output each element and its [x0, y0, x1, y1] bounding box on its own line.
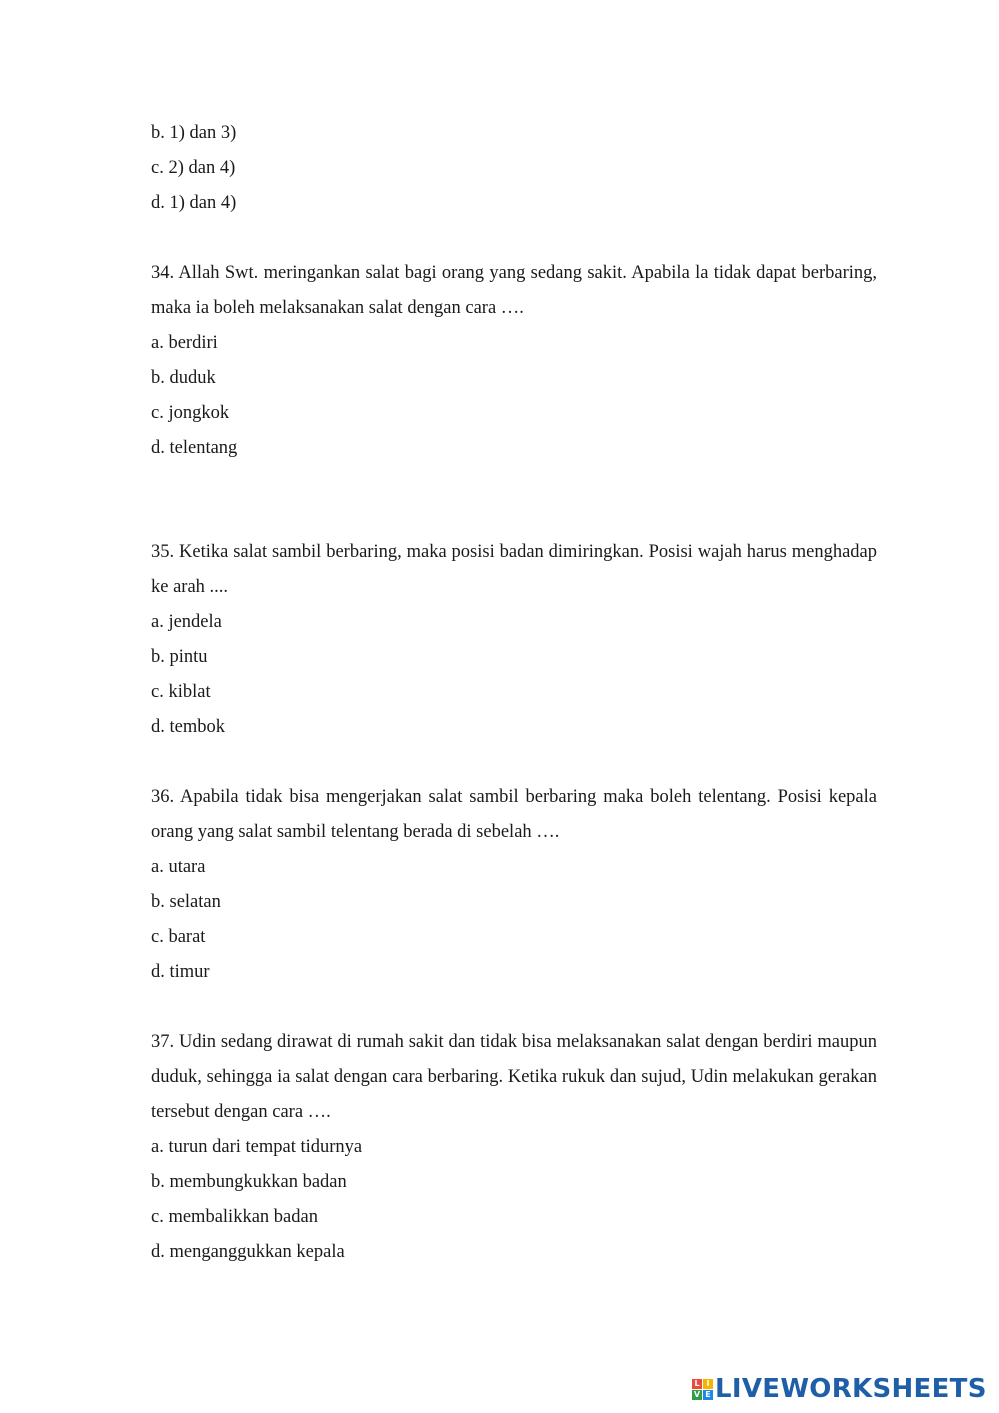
liveworksheets-logo-icon — [692, 1379, 713, 1400]
option-33-c[interactable]: c. 2) dan 4) — [151, 158, 236, 178]
question-37-text: 37. Udin sedang dirawat di rumah sakit dan tidak bisa melaksanakan salat dengan berdiri maupun duduk, sehingga ia salat dengan cara berbaring. Ketika rukuk dan sujud, Udin melakukan gerakan tersebut dengan cara …. — [151, 1032, 877, 1122]
option-36-d[interactable]: d. timur — [151, 962, 210, 982]
option-37-c[interactable]: c. membalikkan badan — [151, 1207, 318, 1227]
option-34-d[interactable]: d. telentang — [151, 438, 238, 458]
question-35 — [151, 535, 877, 745]
option-36-a[interactable]: a. utara — [151, 857, 206, 877]
spacer — [151, 466, 877, 535]
option-37-a[interactable]: a. turun dari tempat tidurnya — [151, 1137, 363, 1157]
question-36-text: 36. Apabila tidak bisa mengerjakan salat sambil berbaring maka boleh telentang. Posisi kepala orang yang salat sambil telentang berada di sebelah …. — [151, 787, 877, 842]
option-35-b[interactable]: b. pintu — [151, 647, 208, 667]
option-33-b[interactable]: b. 1) dan 3) — [151, 123, 237, 143]
option-34-a[interactable]: a. berdiri — [151, 333, 218, 353]
worksheet-page — [151, 116, 877, 1270]
question-36 — [151, 780, 877, 990]
option-37-d[interactable]: d. menganggukkan kepala — [151, 1242, 345, 1262]
logo-letter-i: I — [703, 1379, 713, 1389]
option-35-a[interactable]: a. jendela — [151, 612, 222, 632]
spacer — [151, 990, 877, 1025]
option-36-b[interactable]: b. selatan — [151, 892, 221, 912]
brand-name: LIVEWORKSHEETS — [715, 1374, 987, 1404]
question-34-text: 34. Allah Swt. meringankan salat bagi orang yang sedang sakit. Apabila la tidak dapat berbaring, maka ia boleh melaksanakan salat dengan cara …. — [151, 263, 877, 318]
question-35-text: 35. Ketika salat sambil berbaring, maka posisi badan dimiringkan. Posisi wajah harus menghadap ke arah .... — [151, 542, 877, 597]
spacer — [151, 221, 877, 256]
liveworksheets-brand[interactable] — [692, 1374, 987, 1404]
option-34-b[interactable]: b. duduk — [151, 368, 216, 388]
option-34-c[interactable]: c. jongkok — [151, 403, 230, 423]
option-36-c[interactable]: c. barat — [151, 927, 206, 947]
option-33-d[interactable]: d. 1) dan 4) — [151, 193, 237, 213]
logo-letter-l: L — [692, 1379, 702, 1389]
question-37 — [151, 1025, 877, 1270]
question-33 — [151, 116, 877, 221]
option-35-c[interactable]: c. kiblat — [151, 682, 211, 702]
logo-letter-v: V — [693, 1389, 701, 1399]
option-35-d[interactable]: d. tembok — [151, 717, 225, 737]
spacer — [151, 745, 877, 780]
question-34 — [151, 256, 877, 466]
option-37-b[interactable]: b. membungkukkan badan — [151, 1172, 347, 1192]
logo-letter-e: E — [703, 1390, 713, 1400]
